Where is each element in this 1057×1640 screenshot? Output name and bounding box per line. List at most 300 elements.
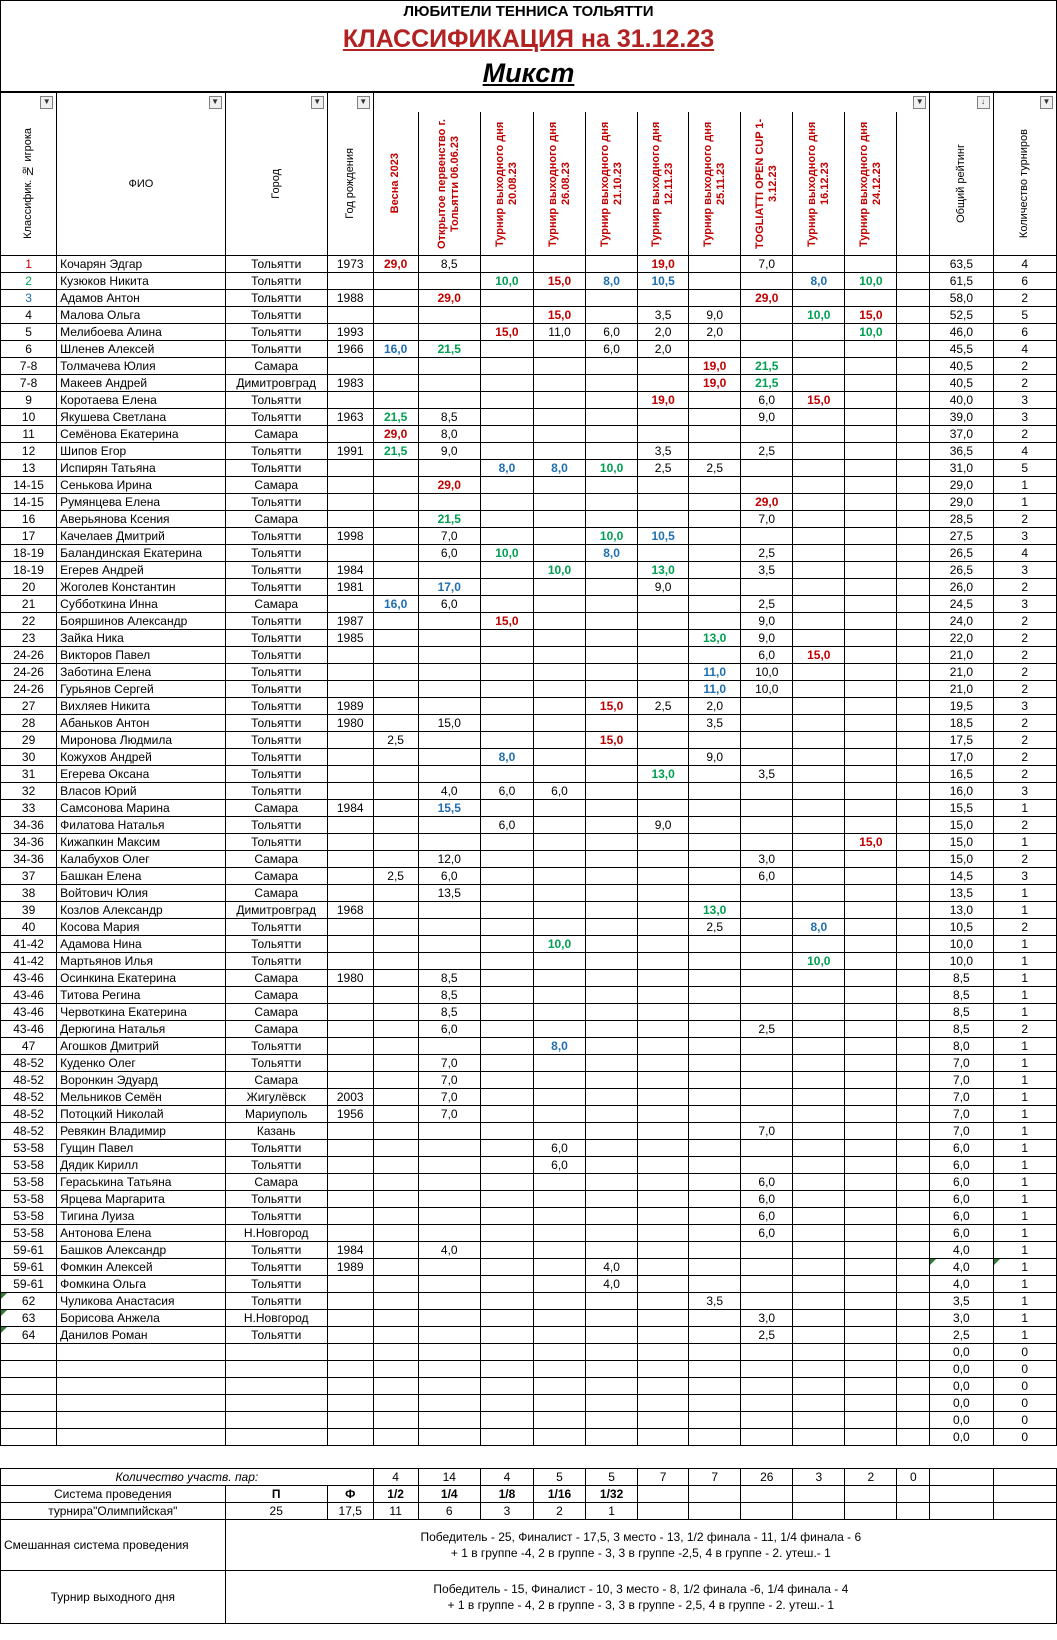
empty-cell (638, 1429, 689, 1446)
tournament-points: 6,0 (741, 868, 793, 885)
tournament-points (586, 1293, 638, 1310)
tournament-points (638, 1327, 689, 1344)
rank-cell: 12 (1, 443, 57, 460)
tournament-count: 1 (993, 987, 1056, 1004)
spacer-cell (897, 409, 930, 426)
tournament-points (418, 664, 480, 681)
tournament-count: 3 (993, 409, 1056, 426)
tournament-points (638, 987, 689, 1004)
tournament-points (480, 953, 533, 970)
tournament-points (793, 630, 845, 647)
tournament-points: 2,5 (741, 596, 793, 613)
tournament-points (689, 409, 741, 426)
tournament-points (373, 715, 418, 732)
player-city: Тольятти (225, 324, 327, 341)
birth-year (327, 1038, 373, 1055)
birth-year (327, 273, 373, 290)
tournament-points (741, 936, 793, 953)
rank-cell: 28 (1, 715, 57, 732)
tournament-points (418, 1038, 480, 1055)
empty-cell (533, 1429, 585, 1446)
tournament-points (418, 732, 480, 749)
tournament-points: 8,0 (480, 460, 533, 477)
spacer-cell (897, 902, 930, 919)
tournament-count: 1 (993, 494, 1056, 511)
rank-cell: 32 (1, 783, 57, 800)
tournament-points: 21,5 (741, 358, 793, 375)
total-rating: 39,0 (930, 409, 993, 426)
player-name: Шипов Егор (57, 443, 225, 460)
empty-cell (586, 1344, 638, 1361)
tournament-points (418, 630, 480, 647)
tournament-points (638, 834, 689, 851)
total-rating: 21,0 (930, 681, 993, 698)
stage-points: 17,5 (327, 1503, 373, 1520)
tournament-points (418, 1259, 480, 1276)
birth-year (327, 817, 373, 834)
tournament-points: 8,5 (418, 256, 480, 273)
tournament-points (638, 1089, 689, 1106)
table-row (1, 511, 1057, 528)
tournament-points (845, 851, 897, 868)
tournament-points (845, 681, 897, 698)
tournament-points (586, 1038, 638, 1055)
system-points-row (1, 1503, 1057, 1520)
rank-cell: 21 (1, 596, 57, 613)
stage-points: 6 (418, 1503, 480, 1520)
tournament-points (533, 1225, 585, 1242)
tournament-points: 29,0 (741, 494, 793, 511)
spacer-cell (897, 341, 930, 358)
empty-cell (689, 1412, 741, 1429)
tournament-points (741, 273, 793, 290)
tournament-points (845, 970, 897, 987)
spacer-cell (897, 375, 930, 392)
table-row (1, 902, 1057, 919)
tournament-points: 21,5 (741, 375, 793, 392)
tournament-points (586, 1157, 638, 1174)
tournament-points: 2,5 (741, 545, 793, 562)
tournament-points: 6,0 (586, 341, 638, 358)
tournament-points (793, 1140, 845, 1157)
tournament-count: 3 (993, 868, 1056, 885)
tournament-points (845, 511, 897, 528)
tournament-points (689, 1157, 741, 1174)
tournament-points (741, 1072, 793, 1089)
tournament-points: 15,5 (418, 800, 480, 817)
tournament-points (638, 1072, 689, 1089)
mixed-rules (225, 1520, 1056, 1571)
total-rating: 24,0 (930, 613, 993, 630)
player-name: Титова Регина (57, 987, 225, 1004)
tournament-points (533, 732, 585, 749)
tournament-points (533, 290, 585, 307)
tournament-points (689, 562, 741, 579)
tournament-points: 15,0 (533, 307, 585, 324)
filter-dropdown-icon[interactable]: ▼ (1040, 96, 1053, 109)
tournament-points: 9,0 (741, 613, 793, 630)
tournament-points: 2,0 (689, 324, 741, 341)
empty-cell (373, 1429, 418, 1446)
tournament-points (741, 919, 793, 936)
birth-year: 1980 (327, 970, 373, 987)
tournament-points (533, 919, 585, 936)
player-name: Осинкина Екатерина (57, 970, 225, 987)
tournament-points: 7,0 (418, 1106, 480, 1123)
tournament-count: 0 (993, 1378, 1056, 1395)
tournament-points (586, 579, 638, 596)
tournament-points (638, 1004, 689, 1021)
tournament-points: 17,0 (418, 579, 480, 596)
tournament-points (533, 511, 585, 528)
tournament-points (586, 613, 638, 630)
tournament-points (586, 749, 638, 766)
player-city: Тольятти (225, 256, 327, 273)
spacer-cell (897, 426, 930, 443)
tournament-points (373, 562, 418, 579)
player-name: Семёнова Екатерина (57, 426, 225, 443)
tournament-points: 15,0 (845, 834, 897, 851)
rank-cell: 14-15 (1, 494, 57, 511)
filter-dropdown-icon[interactable]: ▼ (40, 96, 53, 109)
tournament-points (741, 579, 793, 596)
tournament-points (533, 1327, 585, 1344)
tournament-points (741, 1276, 793, 1293)
tournament-points (480, 477, 533, 494)
tournament-count: 3 (993, 698, 1056, 715)
tournament-points: 7,0 (418, 1072, 480, 1089)
birth-year (327, 664, 373, 681)
tournament-points (845, 256, 897, 273)
tournament-points (638, 681, 689, 698)
filter-dropdown-icon[interactable]: ▼ (357, 96, 370, 109)
tournament-points (689, 783, 741, 800)
player-city: Тольятти (225, 392, 327, 409)
tournament-points (373, 324, 418, 341)
tournament-points (586, 936, 638, 953)
total-rating: 7,0 (930, 1106, 993, 1123)
tournament-points (480, 1123, 533, 1140)
table-row (1, 375, 1057, 392)
tournament-count: 1 (993, 1225, 1056, 1242)
tournament-points (373, 528, 418, 545)
tournament-points (373, 783, 418, 800)
tournament-points (586, 477, 638, 494)
rank-cell: 48-52 (1, 1106, 57, 1123)
empty-cell (793, 1344, 845, 1361)
tournament-points (418, 749, 480, 766)
player-name: Антонова Елена (57, 1225, 225, 1242)
tournament-points (845, 1038, 897, 1055)
total-rating: 61,5 (930, 273, 993, 290)
tournament-points (638, 1174, 689, 1191)
tournament-points (533, 868, 585, 885)
tournament-points (689, 579, 741, 596)
weekend-rules-line: Победитель - 15, Финалист - 10, 3 место - 8, 1/2 финала -6, 1/4 финала - 4 (433, 1582, 849, 1596)
total-rating: 16,0 (930, 783, 993, 800)
total-rating: 0,0 (930, 1412, 993, 1429)
tournament-points (689, 1038, 741, 1055)
tournament-points (845, 1327, 897, 1344)
tournament-points (480, 834, 533, 851)
tournament-points (533, 1004, 585, 1021)
tournament-points (793, 1208, 845, 1225)
table-row (1, 579, 1057, 596)
tournament-points (793, 341, 845, 358)
table-row (1, 1021, 1057, 1038)
tournament-points (793, 1310, 845, 1327)
total-rating: 26,0 (930, 579, 993, 596)
tournament-points (845, 987, 897, 1004)
player-name: Гераськина Татьяна (57, 1174, 225, 1191)
empty-cell (586, 1361, 638, 1378)
birth-year: 1984 (327, 562, 373, 579)
total-rating: 3,5 (930, 1293, 993, 1310)
tournament-points: 19,0 (638, 392, 689, 409)
total-rating: 40,0 (930, 392, 993, 409)
birth-year: 1980 (327, 715, 373, 732)
tournament-points (845, 902, 897, 919)
tournament-points (638, 868, 689, 885)
total-rating: 63,5 (930, 256, 993, 273)
tournament-points: 3,5 (741, 562, 793, 579)
birth-year (327, 766, 373, 783)
birth-year: 2003 (327, 1089, 373, 1106)
tournament-points (418, 324, 480, 341)
player-name: Гущин Павел (57, 1140, 225, 1157)
tournament-count: 1 (993, 1004, 1056, 1021)
tournament-points (689, 1191, 741, 1208)
mixed-label: Смешанная система проведения (1, 1520, 226, 1571)
birth-year: 1985 (327, 630, 373, 647)
rank-cell: 43-46 (1, 987, 57, 1004)
tournament-points (586, 494, 638, 511)
total-rating: 19,5 (930, 698, 993, 715)
tournament-points: 8,0 (418, 426, 480, 443)
spacer-cell (897, 494, 930, 511)
tournament-points: 2,5 (689, 460, 741, 477)
tournament-count: 1 (993, 477, 1056, 494)
tournament-points: 8,0 (586, 273, 638, 290)
tournament-points (638, 1242, 689, 1259)
tournament-count: 2 (993, 817, 1056, 834)
spacer-cell (897, 647, 930, 664)
rank-cell: 53-58 (1, 1191, 57, 1208)
pairs-count: 7 (689, 1469, 741, 1486)
tournament-points (793, 494, 845, 511)
table-row (1, 1293, 1057, 1310)
rank-cell: 59-61 (1, 1242, 57, 1259)
tournament-points: 8,5 (418, 987, 480, 1004)
tournament-points (638, 749, 689, 766)
table-row (1, 1055, 1057, 1072)
player-city: Н.Новгород (225, 1310, 327, 1327)
tournament-points (480, 1038, 533, 1055)
total-rating: 10,5 (930, 919, 993, 936)
birth-year (327, 545, 373, 562)
tournament-points (689, 851, 741, 868)
tournament-points (793, 681, 845, 698)
tournament-count: 1 (993, 1140, 1056, 1157)
player-name: Жоголев Константин (57, 579, 225, 596)
spacer-cell (897, 1106, 930, 1123)
player-name: Абаньков Антон (57, 715, 225, 732)
tournament-points (480, 698, 533, 715)
tournament-points: 9,0 (418, 443, 480, 460)
tournament-points (845, 290, 897, 307)
empty-cell (533, 1378, 585, 1395)
player-name: Калабухов Олег (57, 851, 225, 868)
empty-cell (418, 1361, 480, 1378)
rank-cell: 64 (1, 1327, 57, 1344)
table-row (1, 681, 1057, 698)
tournament-points (418, 834, 480, 851)
table-row (1, 1242, 1057, 1259)
rank-cell: 3 (1, 290, 57, 307)
tournament-points: 2,5 (689, 919, 741, 936)
birth-year (327, 919, 373, 936)
empty-cell (930, 1503, 993, 1520)
tournament-points (373, 545, 418, 562)
tournament-points (638, 494, 689, 511)
tournament-points (533, 885, 585, 902)
header-tournament-text: Турнир выходного дня 20.08.23 (493, 120, 519, 247)
table-row (1, 1140, 1057, 1157)
tournament-points (586, 426, 638, 443)
tournament-points (418, 1225, 480, 1242)
tournament-points: 10,0 (845, 324, 897, 341)
rank-cell: 62 (1, 1293, 57, 1310)
tournament-points: 7,0 (741, 256, 793, 273)
rank-cell: 34-36 (1, 851, 57, 868)
birth-year (327, 1140, 373, 1157)
tournament-count: 1 (993, 1259, 1056, 1276)
tournament-points (586, 1004, 638, 1021)
table-row (1, 477, 1057, 494)
tournament-points (586, 443, 638, 460)
player-city: Самара (225, 426, 327, 443)
filter-cell-tournaments (373, 93, 930, 113)
player-city: Самара (225, 1072, 327, 1089)
empty-cell (845, 1429, 897, 1446)
tournament-count: 2 (993, 375, 1056, 392)
tournament-points (845, 562, 897, 579)
player-city: Тольятти (225, 1055, 327, 1072)
tournament-points (689, 1259, 741, 1276)
tournament-points (793, 851, 845, 868)
tournament-points (586, 715, 638, 732)
tournament-points (689, 1225, 741, 1242)
tournament-count: 1 (993, 834, 1056, 851)
tournament-points (793, 1021, 845, 1038)
tournament-points (845, 460, 897, 477)
tournament-points (480, 987, 533, 1004)
player-name: Егерев Андрей (57, 562, 225, 579)
tournament-points (741, 698, 793, 715)
tournament-points (845, 1021, 897, 1038)
filter-dropdown-icon[interactable]: ▼ (209, 96, 222, 109)
tournament-points (638, 715, 689, 732)
tournament-points: 10,5 (638, 528, 689, 545)
tournament-points (845, 1310, 897, 1327)
tournament-points (845, 1225, 897, 1242)
filter-dropdown-icon[interactable]: ▼ (311, 96, 324, 109)
tournament-points (533, 1208, 585, 1225)
mixed-system-row (1, 1520, 1057, 1571)
tournament-points (793, 1174, 845, 1191)
empty-cell (689, 1378, 741, 1395)
tournament-points (638, 1310, 689, 1327)
player-city: Тольятти (225, 528, 327, 545)
spacer-cell (897, 851, 930, 868)
player-name: Мартьянов Илья (57, 953, 225, 970)
tournament-points (845, 885, 897, 902)
tournament-points: 2,0 (638, 324, 689, 341)
tournament-points (533, 443, 585, 460)
tournament-points: 15,0 (793, 647, 845, 664)
tournament-points (845, 953, 897, 970)
birth-year: 1973 (327, 256, 373, 273)
player-name: Дерюгина Наталья (57, 1021, 225, 1038)
tournament-points: 11,0 (689, 664, 741, 681)
empty-cell (993, 1486, 1056, 1503)
tournament-count: 2 (993, 511, 1056, 528)
tournament-points (845, 1055, 897, 1072)
table-row (1, 256, 1057, 273)
birth-year (327, 987, 373, 1004)
tournament-points (533, 596, 585, 613)
total-rating: 8,5 (930, 1021, 993, 1038)
player-name: Козлов Александр (57, 902, 225, 919)
sort-desc-icon[interactable]: ↓ (977, 96, 990, 109)
filter-dropdown-icon[interactable]: ▼ (913, 96, 926, 109)
empty-cell (225, 1429, 327, 1446)
spacer-cell (897, 477, 930, 494)
tournament-points (689, 834, 741, 851)
player-city: Тольятти (225, 1208, 327, 1225)
tournament-points (638, 647, 689, 664)
birth-year (327, 1225, 373, 1242)
tournament-points (845, 579, 897, 596)
header-tournament-text: Турнир выходного дня 26.08.23 (546, 120, 572, 247)
tournament-points (689, 273, 741, 290)
player-city: Тольятти (225, 698, 327, 715)
player-name: Адамова Нина (57, 936, 225, 953)
empty-cell (1, 1395, 57, 1412)
tournament-points (741, 1157, 793, 1174)
tournament-points: 7,0 (741, 511, 793, 528)
tournament-points (793, 1123, 845, 1140)
tournament-points (689, 1242, 741, 1259)
tournament-points (480, 936, 533, 953)
rank-cell: 10 (1, 409, 57, 426)
tournament-points (689, 1140, 741, 1157)
player-name: Чуликова Анастасия (57, 1293, 225, 1310)
birth-year: 1956 (327, 1106, 373, 1123)
tournament-points: 4,0 (418, 1242, 480, 1259)
tournament-points (793, 664, 845, 681)
tournament-points (418, 1327, 480, 1344)
tournament-points (845, 749, 897, 766)
tournament-points (689, 443, 741, 460)
tournament-points: 7,0 (418, 1055, 480, 1072)
player-city: Тольятти (225, 919, 327, 936)
tournament-points: 8,0 (586, 545, 638, 562)
rank-cell: 7-8 (1, 358, 57, 375)
spacer-cell (897, 1191, 930, 1208)
category-title-text: Микст (482, 58, 575, 88)
tournament-points (793, 290, 845, 307)
